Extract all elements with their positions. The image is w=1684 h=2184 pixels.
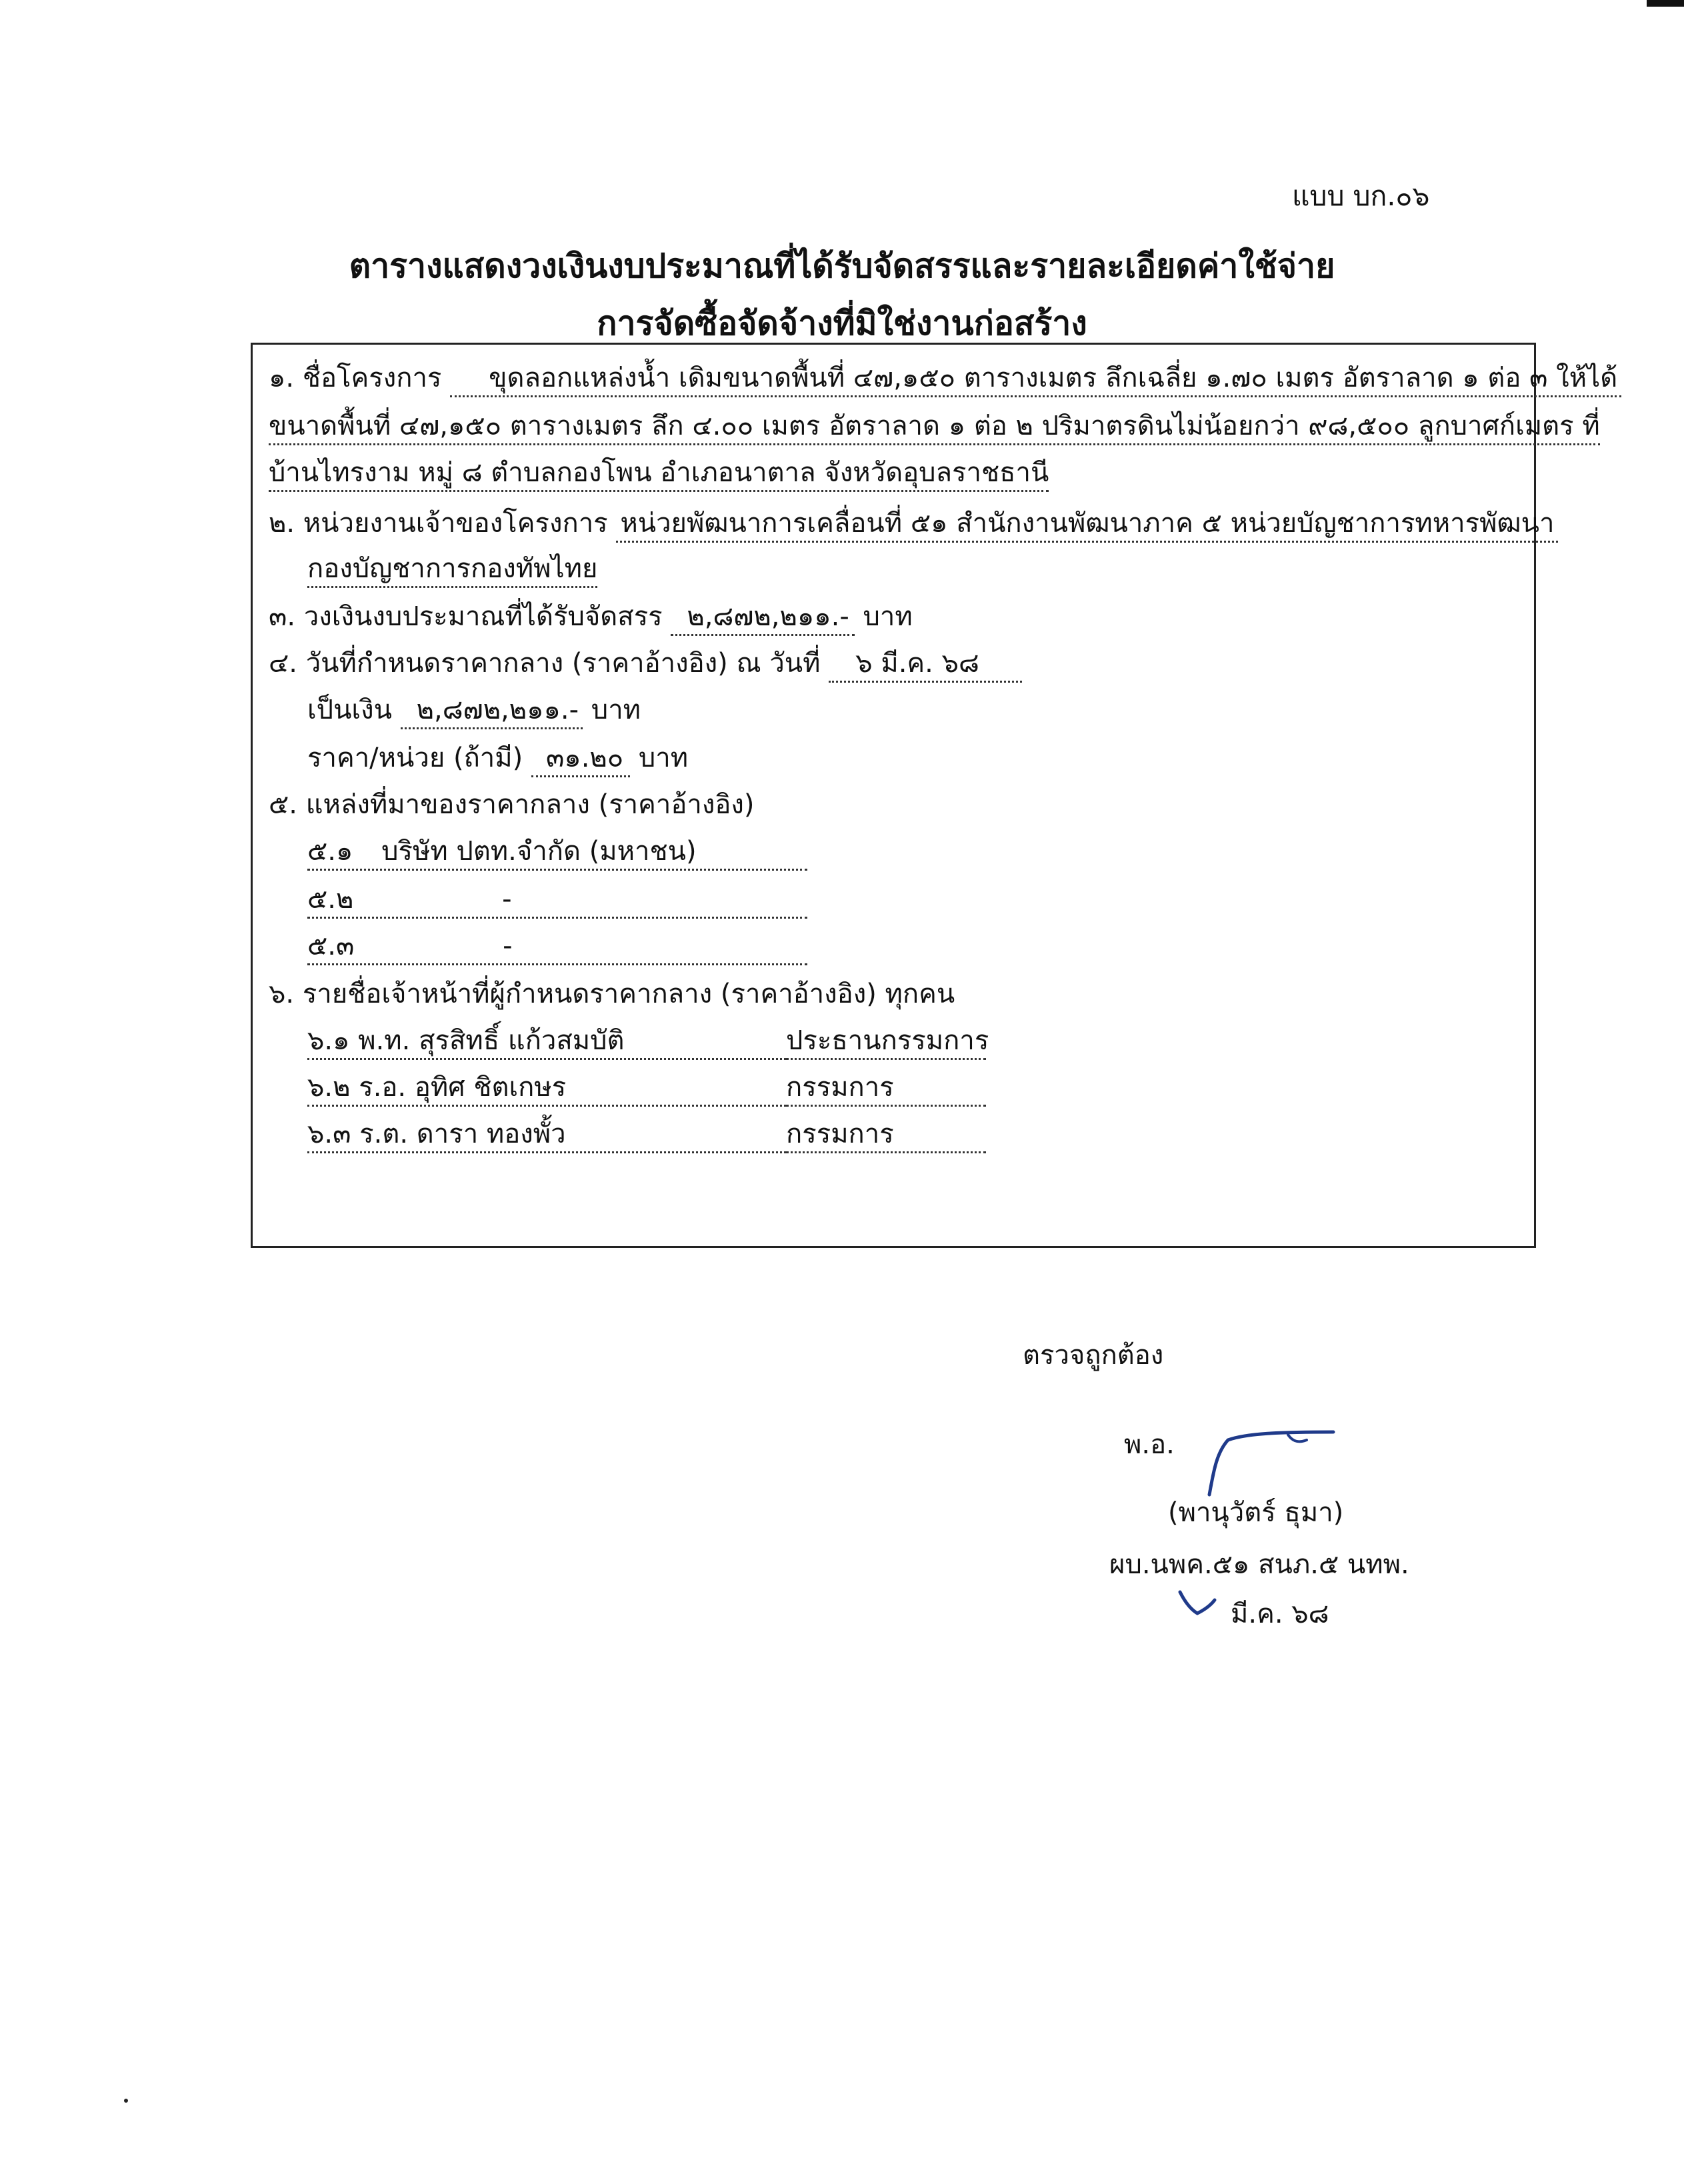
member-name: พ.ท. สุรสิทธิ์ แก้วสมบัติ bbox=[358, 1025, 625, 1056]
member-number: ๖.๑ bbox=[307, 1025, 350, 1056]
document-subtitle: การจัดซื้อจัดจ้างที่มิใช่งานก่อสร้าง bbox=[597, 304, 1087, 343]
member-role: กรรมการ bbox=[786, 1117, 986, 1153]
committee-row bbox=[307, 1023, 989, 1060]
scan-speck bbox=[124, 2099, 128, 2103]
amount-value: ๒,๘๗๒,๒๑๑.- bbox=[401, 693, 583, 729]
budget-unit: บาท bbox=[863, 601, 913, 632]
handwritten-day-mark bbox=[1173, 1587, 1220, 1627]
signature-date: มี.ค. ๖๘ bbox=[1231, 1599, 1329, 1629]
source-row bbox=[307, 929, 807, 965]
document-title: ตารางแสดงวงเงินงบประมาณที่ได้รับจัดสรรและรายละเอียดค่าใช้จ่าย bbox=[349, 247, 1335, 285]
unit-price-value: ๓๑.๒๐ bbox=[531, 741, 630, 777]
details-table bbox=[251, 343, 1618, 1248]
scan-edge-mark bbox=[1647, 0, 1684, 7]
source-name: - bbox=[503, 931, 513, 961]
project-name-line2: ขนาดพื้นที่ ๔๗,๑๕๐ ตารางเมตร ลึก ๔.๐๐ เมตร อัตราลาด ๑ ต่อ ๒ ปริมาตรดินไม่น้อยกว่า ๙๘,๕๐๐ ลูกบาศก์เมตร ที่ bbox=[269, 409, 1600, 445]
member-role: กรรมการ bbox=[786, 1070, 986, 1107]
source-number: ๕.๒ bbox=[307, 884, 354, 915]
amount-unit: บาท bbox=[591, 695, 641, 725]
reference-date-value: ๖ มี.ค. ๖๘ bbox=[829, 646, 1022, 683]
source-row bbox=[307, 882, 807, 919]
member-name: ร.ต. ดารา ทองพั้ว bbox=[359, 1119, 566, 1149]
unit-price-row bbox=[307, 741, 688, 777]
project-name-row-3 bbox=[269, 455, 1049, 492]
member-role: ประธานกรรมการ bbox=[786, 1023, 986, 1060]
budget-label: ๓. วงเงินงบประมาณที่ได้รับจัดสรร bbox=[269, 601, 663, 632]
project-name-row-2 bbox=[269, 409, 1600, 445]
owner-line2: กองบัญชาการกองทัพไทย bbox=[307, 551, 597, 588]
budget-row bbox=[269, 599, 913, 636]
signer-name: (พานุวัตร์ ธุมา) bbox=[1168, 1497, 1344, 1528]
signer-position: ผบ.นพค.๕๑ สนภ.๕ นทพ. bbox=[1109, 1549, 1409, 1580]
budget-value: ๒,๘๗๒,๒๑๑.- bbox=[671, 599, 854, 636]
form-code: แบบ บก.๐๖ bbox=[1292, 180, 1430, 212]
source-name: - bbox=[502, 884, 512, 915]
source-row bbox=[307, 834, 807, 871]
certify-label: ตรวจถูกต้อง bbox=[1023, 1340, 1164, 1371]
reference-date-label: ๔. วันที่กำหนดราคากลาง (ราคาอ้างอิง) ณ วันที่ bbox=[269, 648, 821, 679]
project-name-line3: บ้านไทรงาม หมู่ ๘ ตำบลกองโพน อำเภอนาตาล จังหวัดอุบลราชธานี bbox=[269, 455, 1049, 492]
owner-row-2 bbox=[307, 551, 597, 588]
owner-row bbox=[269, 506, 1558, 543]
signature-mark bbox=[1200, 1420, 1353, 1500]
project-name-row bbox=[269, 361, 1621, 397]
project-name-line1: ขุดลอกแหล่งน้ำ เดิมขนาดพื้นที่ ๔๗,๑๕๐ ตารางเมตร ลึกเฉลี่ย ๑.๗๐ เมตร อัตราลาด ๑ ต่อ ๓ ให้ได้ bbox=[450, 361, 1621, 397]
owner-line1: หน่วยพัฒนาการเคลื่อนที่ ๕๑ สำนักงานพัฒนาภาค ๕ หน่วยบัญชาการทหารพัฒนา bbox=[616, 506, 1558, 543]
unit-price-label: ราคา/หน่วย (ถ้ามี) bbox=[307, 743, 523, 773]
member-number: ๖.๓ bbox=[307, 1119, 351, 1149]
owner-label: ๒. หน่วยงานเจ้าของโครงการ bbox=[269, 508, 608, 539]
member-name: ร.อ. อุทิศ ชิตเกษร bbox=[359, 1072, 567, 1103]
committee-row bbox=[307, 1117, 986, 1153]
committee-row bbox=[307, 1070, 986, 1107]
amount-label: เป็นเงิน bbox=[307, 695, 392, 725]
source-name: บริษัท ปตท.จำกัด (มหาชน) bbox=[381, 836, 697, 867]
project-name-label: ๑. ชื่อโครงการ bbox=[269, 363, 442, 393]
committee-heading: ๖. รายชื่อเจ้าหน้าที่ผู้กำหนดราคากลาง (ราคาอ้างอิง) ทุกคน bbox=[269, 979, 955, 1009]
reference-date-row bbox=[269, 646, 1022, 683]
source-number: ๕.๑ bbox=[307, 836, 353, 867]
member-number: ๖.๒ bbox=[307, 1072, 351, 1103]
signer-rank: พ.อ. bbox=[1124, 1429, 1175, 1460]
source-number: ๕.๓ bbox=[307, 931, 355, 961]
sources-heading: ๕. แหล่งที่มาของราคากลาง (ราคาอ้างอิง) bbox=[269, 789, 755, 820]
unit-price-unit: บาท bbox=[638, 743, 689, 773]
amount-row bbox=[307, 693, 641, 729]
